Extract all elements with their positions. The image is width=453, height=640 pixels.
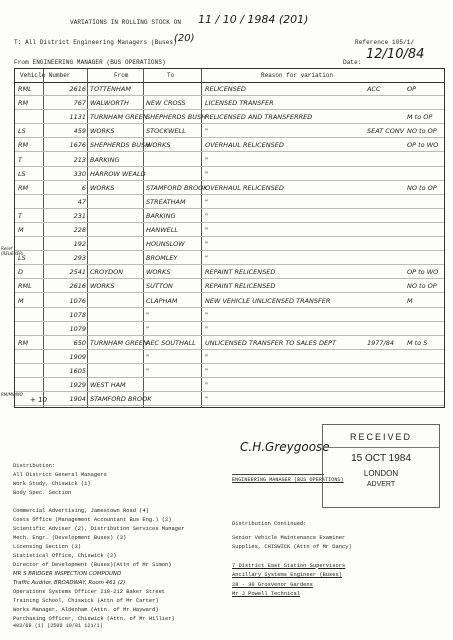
table-cell: SHEPHERDS BUSH (146, 113, 206, 122)
table-cell: 1909 (69, 352, 86, 361)
table-row (15, 154, 444, 167)
table-cell: 2541 (69, 268, 86, 277)
table-cell: " (205, 310, 208, 319)
table-cell: " (205, 381, 208, 390)
table-cell: " (205, 324, 208, 333)
table-cell: " (205, 211, 208, 220)
table-row (15, 351, 444, 364)
distribution-line: All District General Managers (13, 472, 107, 478)
table-cell: RM (18, 141, 29, 150)
variations-table (14, 68, 445, 408)
table-cell: RML (18, 282, 32, 291)
table-cell: BROMLEY (146, 254, 178, 263)
table-cell: " (146, 352, 149, 361)
table-cell: STREATHAM (146, 197, 186, 206)
distribution-continued-line: Supplies, CHISWICK (Attn of Mr Dancy) (232, 544, 352, 550)
to-line: T: All District Engineering Managers (Buses) (14, 39, 177, 46)
table-cell: 213 (73, 155, 86, 164)
stamp-date: 15 OCT 1984 (351, 453, 411, 464)
table-cell: 192 (73, 240, 86, 249)
table-row (15, 309, 444, 322)
distribution-continued-line (232, 553, 352, 562)
table-cell: BARKING (90, 155, 120, 164)
table-cell: SUTTON (146, 282, 173, 291)
table-cell: RM (18, 338, 29, 347)
stamp-received: RECEIVED (349, 432, 412, 442)
date-label: Date: (343, 59, 362, 66)
table-cell: T (18, 155, 22, 164)
distribution-line: Work Study, Chiswick (1) (13, 481, 91, 487)
table-cell: M (407, 296, 413, 305)
received-stamp (322, 424, 440, 508)
table-cell: HANWELL (146, 226, 178, 234)
distribution-line: Commercial Advertising, Jamestown Road (4) (13, 508, 149, 514)
distribution-title: Distribution: (13, 463, 56, 469)
distribution-line: MR S BRIDGER INSPECTION COMPOUND (13, 571, 122, 577)
distribution-line: Licensing Section (3) (13, 544, 81, 550)
table-cell: WORKS (90, 127, 115, 136)
distribution-line: Costs Office (Management Accountant Bus Eng.) (2) (13, 517, 172, 523)
table-cell: WORKS (146, 268, 171, 277)
distribution-line: Scientific Adviser (2), Distribution Services Manager (13, 526, 185, 532)
distribution-continued-title: Distribution Continued: (232, 521, 307, 527)
distribution-continued-line: Senior Vehicle Maintenance Examiner (232, 534, 346, 541)
table-row (15, 295, 444, 308)
table-cell: " (205, 169, 208, 178)
table-row (15, 210, 444, 223)
table-cell: 293 (73, 254, 86, 263)
table-cell: 1078 (69, 310, 86, 319)
table-cell: OP to WO (407, 268, 439, 277)
table-row (15, 238, 444, 251)
margin-note: + 10 (30, 396, 47, 404)
margin-note: Relief (RELIEVER) (1, 246, 24, 256)
table-cell: 231 (73, 211, 86, 220)
table-row (15, 323, 444, 336)
table-cell: RELICENSED AND TRANSFERRED (205, 113, 313, 122)
table-cell: REPAINT RELICENSED (205, 268, 276, 277)
distribution-line: Traffic Auditor, BROADWAY, Room 461 (2) (13, 580, 126, 586)
col-to: To (167, 72, 175, 79)
table-row (15, 182, 444, 195)
table-row (15, 125, 444, 138)
distribution-continued-line: 28 - 30 Grosvenor Gardens (232, 581, 313, 588)
table-cell: 1676 (69, 141, 86, 150)
table-row (15, 111, 444, 124)
table-cell: CROYDON (90, 268, 124, 277)
table-cell: LS (18, 127, 26, 136)
table-cell: RELICENSED (205, 85, 246, 93)
table-cell: BARKING (146, 211, 176, 220)
distribution-line: Works Manager, Aldenham (Attn. of Mr Hayward) (13, 607, 159, 613)
distribution-line: Statistical Office, Chiswick (2) (13, 553, 117, 559)
distribution-line: Director of Development (Buses)(Attn of Mr Simon) (13, 562, 172, 568)
table-cell: 1079 (69, 324, 86, 333)
table-cell: TURNHAM GREEN (90, 113, 148, 122)
table-cell: " (205, 226, 208, 234)
table-cell: " (146, 310, 149, 319)
table-cell: HOUNSLOW (146, 240, 185, 249)
table-row (15, 266, 444, 279)
signature-title: ENGINEERING MANAGER (BUS OPERATIONS) (232, 477, 344, 483)
table-cell: 1904 (69, 395, 86, 404)
table-row (15, 393, 444, 406)
table-cell: 1131 (69, 113, 86, 122)
table-cell: ACC (367, 85, 381, 93)
distribution-line: Body Spec. Section (13, 490, 72, 496)
distribution-continued-line: Mr J Powell Technical (232, 591, 300, 597)
table-cell: " (205, 155, 208, 164)
reference-label: Reference 105/1/ (355, 39, 415, 46)
table-cell: D (18, 268, 24, 277)
table-cell: " (205, 254, 208, 263)
table-cell: WORKS (90, 183, 115, 192)
distribution-line: Purchasing Officer, Chiswick (Attn. of Mr Hillier) (13, 616, 175, 622)
table-cell: RML (18, 85, 32, 93)
table-cell: REPAINT RELICENSED (205, 282, 276, 291)
distribution-line: Operations Systems Officer 210-212 Baker Street (13, 589, 166, 595)
distribution-line: Training School, Chiswick (Attn of Mr Carter) (13, 598, 159, 604)
table-row (15, 139, 444, 152)
title-prefix: VARIATIONS IN ROLLING STOCK ON (70, 19, 182, 26)
table-cell: SEAT CONV (367, 127, 405, 136)
table-cell: STAMFORD BROOK (146, 183, 208, 192)
col-from: From (114, 72, 129, 79)
table-cell: M (18, 296, 24, 305)
table-cell: T (18, 211, 22, 220)
table-cell: 6 (81, 183, 86, 192)
table-cell: NO to OP (407, 183, 437, 192)
stamp-place: LONDON (363, 469, 399, 478)
table-cell: M to S (407, 338, 428, 347)
table-row (15, 280, 444, 293)
table-cell: " (146, 324, 149, 333)
table-cell: " (205, 197, 208, 206)
table-cell: 650 (73, 338, 86, 347)
table-cell: RM (18, 99, 29, 108)
table-cell: TURNHAM GREEN (90, 338, 148, 347)
table-row (15, 379, 444, 392)
footer-code: 403/69 (1) (2500 10/81 121/1) (13, 623, 103, 629)
table-header (15, 69, 444, 83)
table-cell: OP (407, 85, 417, 93)
from-line: From ENGINEERING MANAGER (BUS OPERATIONS) (14, 59, 166, 66)
table-cell: 1929 (69, 381, 86, 390)
table-cell: M to OP (407, 113, 433, 122)
table-cell: UNLICENSED TRANSFER TO SALES DEPT (205, 338, 336, 347)
table-cell: RM (18, 183, 29, 192)
distribution-continued-line: Ancillary Systems Engineer (Buses) (232, 572, 342, 578)
to-handwritten-count: (20) (174, 33, 195, 44)
table-cell: AEC SOUTHALL (146, 338, 196, 347)
table-cell: " (205, 127, 208, 136)
margin-note: RM/MV/MO (1, 392, 23, 397)
date-value: 12/10/84 (366, 47, 425, 62)
distribution-line: Mech. Engr. (Development Buses) (3) (13, 535, 127, 541)
table-cell: " (205, 352, 208, 361)
table-cell: STAMFORD BROOK (90, 395, 152, 404)
distribution-continued-line: 7 District East Station Supervisors (232, 562, 346, 569)
table-cell: 767 (73, 99, 86, 108)
table-cell: LS (18, 254, 26, 263)
table-cell: WALWORTH (90, 99, 129, 108)
table-cell: LICENSED TRANSFER (205, 99, 274, 108)
table-row (15, 168, 444, 181)
table-row (15, 196, 444, 209)
table-cell: 2616 (69, 282, 86, 291)
distribution-continued (232, 520, 352, 600)
stamp-office: ADVERT (366, 481, 396, 488)
table-cell: " (205, 395, 208, 404)
table-cell: OP to WO (407, 141, 439, 150)
table-cell: M (18, 226, 24, 234)
table-cell: WEST HAM (90, 381, 126, 390)
distribution-list (13, 462, 184, 624)
table-row (15, 97, 444, 110)
table-cell: STOCKWELL (146, 127, 186, 136)
signature: C.H.Greygoose (240, 440, 330, 454)
table-cell: WORKS (90, 282, 115, 291)
table-cell: 228 (73, 226, 86, 234)
table-cell: " (146, 367, 149, 375)
table-cell: OVERHAUL RELICENSED (205, 141, 284, 150)
table-cell: NO to OP (407, 282, 437, 291)
table-cell: TOTTENHAM (90, 85, 131, 93)
table-cell: 459 (73, 127, 86, 136)
col-vehicle-number: Vehicle Number (20, 72, 71, 79)
table-cell: HARROW WEALD (90, 169, 146, 178)
col-reason: Reason for variation (261, 72, 334, 79)
table-row (15, 83, 444, 96)
table-cell: 1977/84 (367, 338, 395, 347)
table-cell: CLAPHAM (146, 296, 178, 305)
table-cell: NEW VEHICLE UNLICENSED TRANSFER (205, 296, 331, 305)
table-cell: 2616 (69, 85, 86, 93)
handwritten-date: 11 / 10 / 1984 (201) (198, 13, 309, 26)
table-cell: LS (18, 169, 26, 178)
table-cell: SHEPHERDS BUSH (90, 141, 150, 150)
table-cell: 330 (73, 169, 86, 178)
table-cell: WORKS (146, 141, 171, 150)
table-cell: OVERHAUL RELICENSED (205, 183, 284, 192)
table-row (15, 224, 444, 237)
table-row (15, 365, 444, 378)
table-cell: 1076 (69, 296, 86, 305)
table-row (15, 252, 444, 265)
table-cell: NEW CROSS (146, 99, 186, 108)
distribution-line (13, 498, 184, 507)
table-cell: 1605 (69, 367, 86, 375)
table-cell: " (205, 367, 208, 375)
table-cell: " (205, 240, 208, 249)
table-cell: 47 (77, 197, 86, 206)
table-row (15, 337, 444, 350)
table-cell: NO to OP (407, 127, 437, 136)
